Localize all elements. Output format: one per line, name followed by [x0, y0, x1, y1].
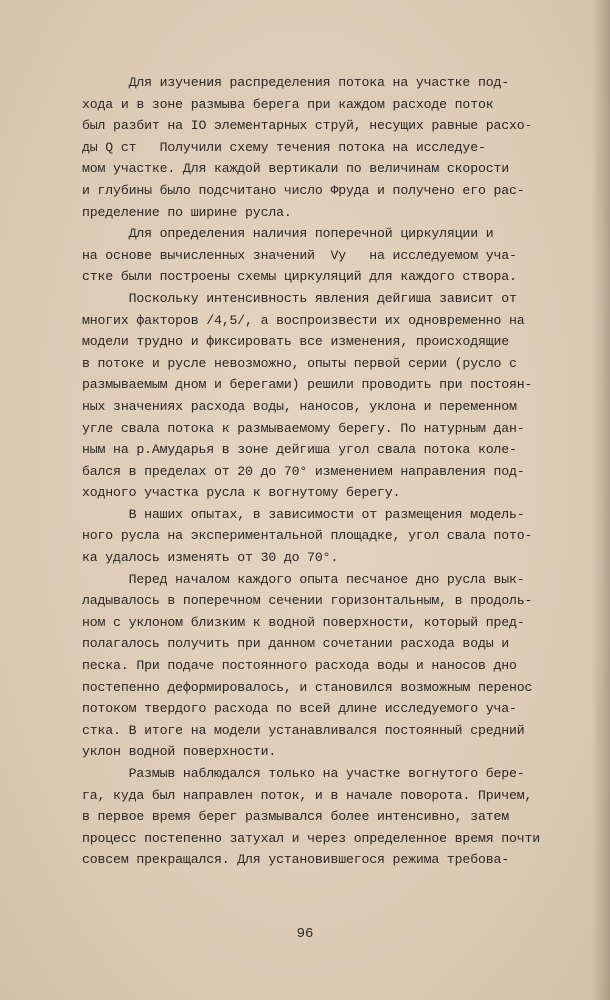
text-line: размываемым дном и берегами) решили проводить при постоян- — [82, 377, 533, 393]
text-line: на основе вычисленных значений Vy на исследуемом уча- — [82, 247, 517, 263]
text-line: процесс постепенно затухал и через определенное время почти — [82, 830, 541, 846]
text-line: ным на р.Амударья в зоне дейгиша угол свала потока коле- — [82, 442, 517, 458]
text-line: га, куда был направлен поток, и в начале поворота. Причем, — [82, 787, 533, 803]
text-line: бался в пределах от 20 до 70° изменением направления под- — [82, 463, 525, 479]
text-line: ды Q ст Получили схему течения потока на исследуе- — [82, 139, 486, 155]
text-line: модели трудно и фиксировать все изменения, происходящие — [82, 334, 510, 350]
text-line: в первое время берег размывался более интенсивно, затем — [82, 809, 510, 825]
text-line: стка. В итоге на модели устанавливался постоянный средний — [82, 722, 525, 738]
text-line: и глубины было подсчитано число Фруда и получено его рас- — [82, 182, 525, 198]
text-line: полагалось получить при данном сочетании расхода воды и — [82, 636, 510, 652]
text-line: угле свала потока к размываемому берегу. По натурным дан- — [82, 420, 525, 436]
text-line: ном с уклоном близким к водной поверхности, который пред- — [82, 614, 525, 630]
text-line: потоком твердого расхода по всей длине исследуемого уча- — [82, 701, 517, 717]
text-line: постепенно деформировалось, и становился возможным перенос — [82, 679, 533, 695]
text-line: Перед началом каждого опыта песчаное дно русла вык- — [82, 571, 525, 587]
text-line: мом участке. Для каждой вертикали по величинам скорости — [82, 161, 510, 177]
text-line: в потоке и русле невозможно, опыты первой серии (русло с — [82, 355, 517, 371]
text-line: ного русла на экспериментальной площадке, угол свала пото- — [82, 528, 533, 544]
text-line: ных значениях расхода воды, наносов, уклона и переменном — [82, 398, 517, 414]
text-line: хода и в зоне размыва берега при каждом расходе поток — [82, 96, 494, 112]
text-line: многих факторов /4,5/, а воспроизвести их одновременно на — [82, 312, 525, 328]
text-line: совсем прекращался. Для установившегося режима требова- — [82, 852, 510, 868]
text-line: ладывалось в поперечном сечении горизонтальным, в продоль- — [82, 593, 533, 609]
text-line: ка удалось изменять от 30 до 70°. — [82, 550, 339, 566]
text-line: Для изучения распределения потока на участке под- — [82, 75, 510, 90]
text-line: Для определения наличия поперечной циркуляции и — [82, 226, 494, 242]
text-line: В наших опытах, в зависимости от размещения модель- — [82, 506, 525, 522]
text-line: песка. При подаче постоянного расхода воды и наносов дно — [82, 658, 517, 674]
text-line: ходного участка русла к вогнутому берегу. — [82, 485, 401, 501]
body-text — [82, 72, 610, 871]
text-line: Поскольку интенсивность явления дейгиша зависит от — [82, 290, 517, 306]
text-line: Размыв наблюдался только на участке вогнутого бере- — [82, 766, 525, 781]
page-number: 96 — [296, 926, 314, 942]
text-line: пределение по ширине русла. — [82, 204, 292, 220]
text-line: уклон водной поверхности. — [82, 744, 277, 760]
text-line: стке были построены схемы циркуляций для каждого створа. — [82, 269, 517, 285]
text-line: был разбит на IO элементарных струй, несущих равные расхо- — [82, 118, 533, 134]
